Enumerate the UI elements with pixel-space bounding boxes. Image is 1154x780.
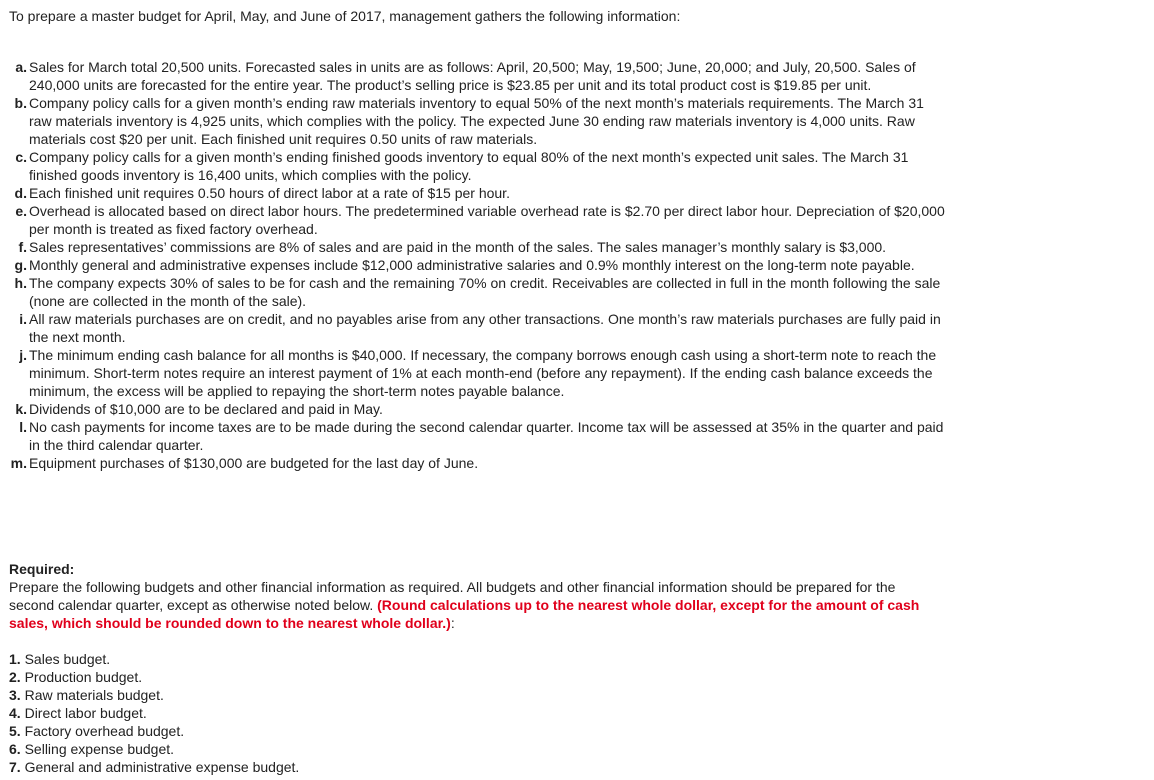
item-text: Company policy calls for a given month’s ending raw materials inventory to equal 50% of the next month’s materials requirements. The March 31 raw materials inventory is 4,925 units, which complies with the policy. The expected June 30 ending raw materials inventory is 4,000 units. Raw materials cost $20 per unit. Each finished unit requires 0.50 units of raw materials. <box>29 95 924 147</box>
intro-text: To prepare a master budget for April, May, and June of 2017, management gathers the following information: <box>9 8 681 24</box>
budget-number: 4. <box>9 705 21 721</box>
budget-item-1 <box>9 650 299 668</box>
info-item-k <box>9 400 949 418</box>
info-item-a <box>9 58 949 94</box>
item-text: Overhead is allocated based on direct labor hours. The predetermined variable overhead rate is $2.70 per direct labor hour. Depreciation of $20,000 per month is treated as fixed factory overhead. <box>29 203 945 237</box>
info-item-m <box>9 454 949 472</box>
item-text: Company policy calls for a given month’s ending finished goods inventory to equal 80% of the next month’s expected unit sales. The March 31 finished goods inventory is 16,400 units, which complies with the policy. <box>29 149 909 183</box>
info-item-d <box>9 184 949 202</box>
information-list <box>9 58 949 472</box>
budget-item-2 <box>9 668 299 686</box>
item-letter: e. <box>15 203 27 219</box>
budget-item-3 <box>9 686 299 704</box>
item-letter: f. <box>18 239 27 255</box>
budget-number: 7. <box>9 759 21 775</box>
instruction-text: Prepare the following budgets and other financial information as required. All budgets and other financial information should be prepared for the second calendar quarter, except as otherwise noted below. <box>9 579 896 613</box>
item-letter: j. <box>19 347 27 363</box>
budget-item-5 <box>9 722 299 740</box>
item-text: The minimum ending cash balance for all months is $40,000. If necessary, the company borrows enough cash using a short-term note to reach the minimum. Short-term notes require an interest payment of 1% at each month-end (before any repayment). If the ending cash balance exceeds the minimum, the excess will be applied to repaying the short-term notes payable balance. <box>29 347 937 399</box>
budget-item-4 <box>9 704 299 722</box>
budget-number: 2. <box>9 669 21 685</box>
budget-number: 3. <box>9 687 21 703</box>
required-instruction <box>9 578 929 632</box>
info-item-b <box>9 94 949 148</box>
required-heading: Required: <box>9 561 75 577</box>
budget-list <box>9 650 299 776</box>
item-letter: g. <box>14 257 27 273</box>
info-item-g <box>9 256 949 274</box>
info-item-i <box>9 310 949 346</box>
item-text: Each finished unit requires 0.50 hours of direct labor at a rate of $15 per hour. <box>29 185 510 201</box>
item-text: No cash payments for income taxes are to be made during the second calendar quarter. Income tax will be assessed at 35% in the quarter and paid in the third calendar quarter. <box>29 419 944 453</box>
budget-label: Sales budget. <box>24 651 111 667</box>
required-section <box>9 560 929 632</box>
budget-number: 6. <box>9 741 21 757</box>
instruction-colon: : <box>450 615 455 631</box>
item-text: Sales for March total 20,500 units. Forecasted sales in units are as follows: April, 20,500; May, 19,500; June, 20,000; and July, 20,500. Sales of 240,000 units are forecasted for the entire year. The product’s selling price is $23.85 per unit and its total product cost is $19.85 per unit. <box>29 59 916 93</box>
item-letter: i. <box>19 311 27 327</box>
info-item-l <box>9 418 949 454</box>
budget-label: Direct labor budget. <box>24 705 147 721</box>
item-text: The company expects 30% of sales to be for cash and the remaining 70% on credit. Receivables are collected in full in the month following the sale (none are collected in the month of the sale). <box>29 275 941 309</box>
item-letter: d. <box>14 185 27 201</box>
budget-item-7 <box>9 758 299 776</box>
budget-label: Raw materials budget. <box>24 687 164 703</box>
item-letter: m. <box>10 455 27 471</box>
item-letter: c. <box>15 149 27 165</box>
budget-number: 5. <box>9 723 21 739</box>
item-text: Sales representatives’ commissions are 8% of sales and are paid in the month of the sales. The sales manager’s monthly salary is $3,000. <box>29 239 887 255</box>
item-text: Equipment purchases of $130,000 are budgeted for the last day of June. <box>29 455 479 471</box>
budget-label: Production budget. <box>24 669 143 685</box>
budget-label: Factory overhead budget. <box>24 723 185 739</box>
info-item-j <box>9 346 949 400</box>
item-letter: k. <box>15 401 27 417</box>
budget-number: 1. <box>9 651 21 667</box>
item-letter: h. <box>14 275 27 291</box>
info-item-f <box>9 238 949 256</box>
item-text: All raw materials purchases are on credit, and no payables arise from any other transactions. One month’s raw materials purchases are fully paid in the next month. <box>29 311 941 345</box>
rounding-note: (Round calculations up to the nearest whole dollar, except for the amount of cash sales, which should be rounded down to the nearest whole dollar.) <box>9 597 920 631</box>
item-text: Monthly general and administrative expenses include $12,000 administrative salaries and 0.9% monthly interest on the long-term note payable. <box>29 257 915 273</box>
info-item-e <box>9 202 949 238</box>
item-letter: l. <box>19 419 27 435</box>
info-item-h <box>9 274 949 310</box>
item-letter: a. <box>15 59 27 75</box>
budget-label: Selling expense budget. <box>24 741 175 757</box>
item-letter: b. <box>14 95 27 111</box>
item-text: Dividends of $10,000 are to be declared and paid in May. <box>29 401 383 417</box>
budget-item-6 <box>9 740 299 758</box>
info-item-c <box>9 148 949 184</box>
budget-label: General and administrative expense budget. <box>24 759 300 775</box>
